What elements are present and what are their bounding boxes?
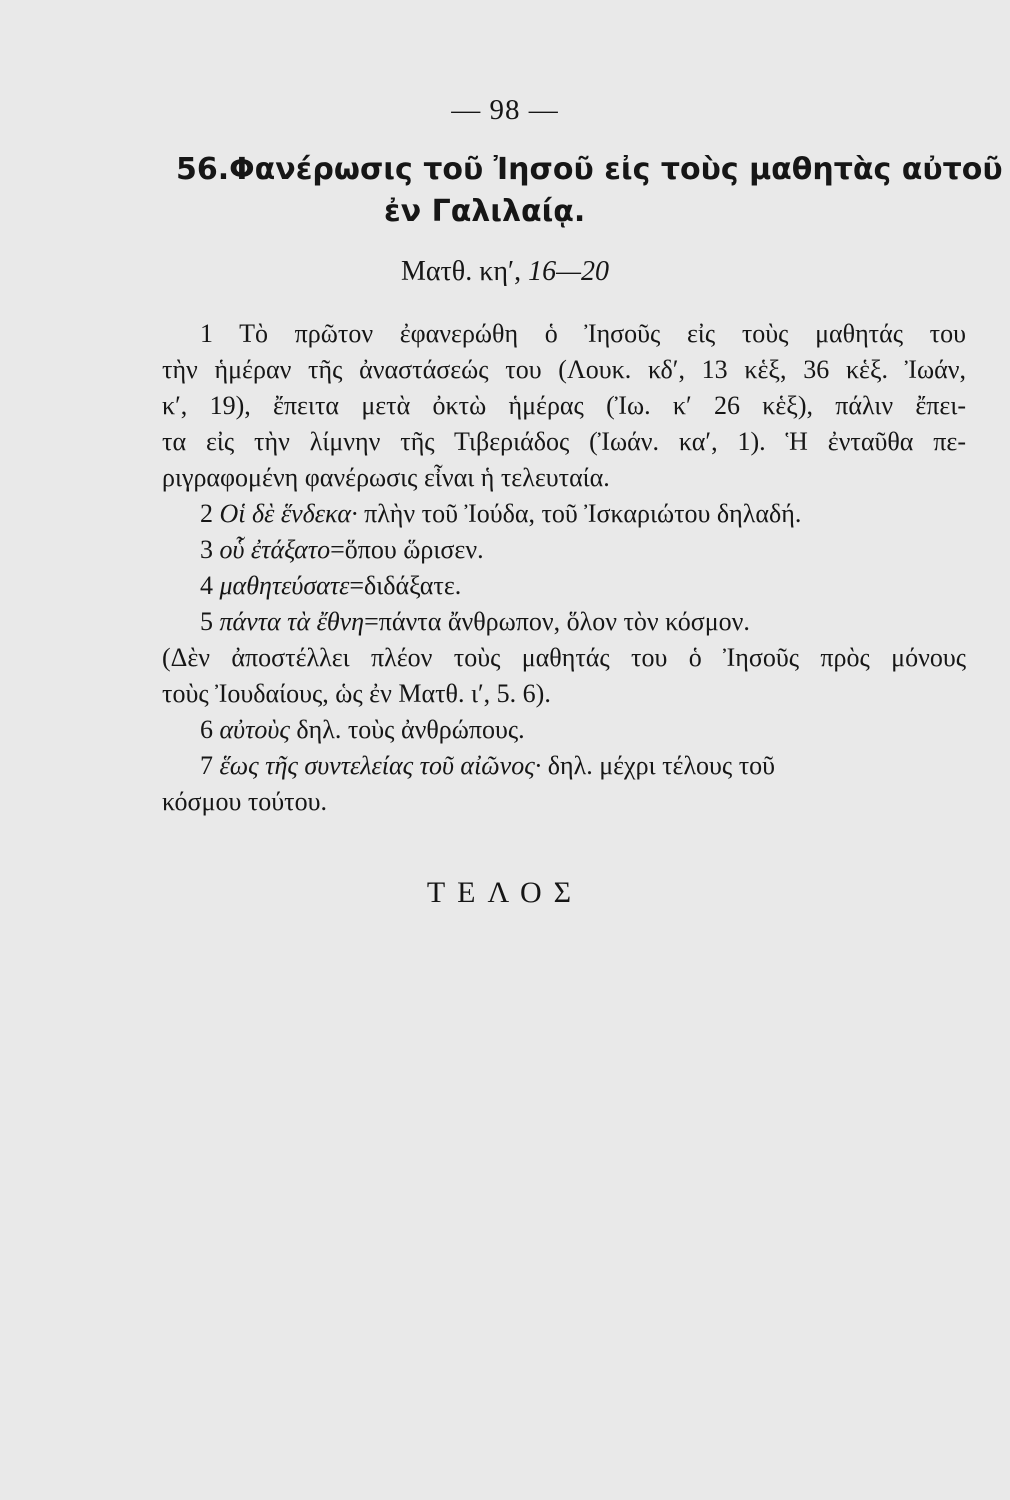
note-5-line-2: (Δὲν ἀποστέλλει πλέον τοὺς μαθητάς του ὁ Ἰησοῦς πρὸς μόνους	[162, 643, 966, 672]
note-7-term: ἕως τῆς συντελείας τοῦ αἰῶνος·	[219, 751, 542, 780]
note-1-line-5: ριγραφομένη φανέρωσις εἶναι ἡ τελευταία.	[162, 463, 610, 492]
note-4-text: =διδάξατε.	[349, 571, 462, 600]
note-6-number: 6	[200, 715, 220, 744]
note-2-text: πλὴν τοῦ Ἰούδα, τοῦ Ἰσκαριώτου δηλαδή.	[357, 499, 802, 528]
note-7-number: 7	[200, 751, 220, 780]
reference-verses: 16—20	[528, 256, 609, 287]
note-2-number: 2	[200, 499, 220, 528]
note-1-line-3: κ′, 19), ἔπειτα μετὰ ὀκτὼ ἡμέρας (Ἰω. κ′ 26 κἑξ), πάλιν ἔπει-	[162, 391, 966, 420]
note-3-number: 3	[200, 535, 220, 564]
chapter-heading: 56.Φανέρωσις τοῦ Ἰησοῦ εἰς τοὺς μαθητὰς αὐτοῦ	[176, 152, 1003, 187]
note-5	[200, 604, 966, 640]
note-6	[200, 712, 966, 748]
page-number: — 98 —	[451, 94, 559, 126]
note-4-number: 4	[200, 571, 220, 600]
note-4-term: μαθητεύσατε	[219, 571, 350, 600]
note-3	[200, 532, 966, 568]
note-5-text: =πάντα ἄνθρωπον, ὅλον τὸν κόσμον.	[364, 607, 750, 636]
note-3-text: =ὅπου ὥρισεν.	[330, 535, 484, 564]
note-3-term: οὗ ἐτάξατο	[219, 535, 331, 564]
note-7-text: δηλ. μέχρι τέλους τοῦ	[541, 751, 776, 780]
note-7	[200, 748, 966, 784]
note-1-line-1: 1 Τὸ πρῶτον ἐφανερώθη ὁ Ἰησοῦς εἰς τοὺς μαθητάς του	[200, 319, 966, 348]
note-1-line-2: τὴν ἡμέραν τῆς ἀναστάσεώς του (Λουκ. κδ′, 13 κἑξ, 36 κἑξ. Ἰωάν,	[162, 355, 966, 384]
note-5-line-3: τοὺς Ἰουδαίους, ὡς ἐν Ματθ. ι′, 5. 6).	[162, 679, 551, 708]
note-4	[200, 568, 966, 604]
note-2	[200, 496, 966, 532]
note-5-number: 5	[200, 607, 220, 636]
note-6-text: δηλ. τοὺς ἀνθρώπους.	[289, 715, 525, 744]
note-5-term: πάντα τὰ ἔθνη	[219, 607, 365, 636]
end-mark: ΤΕΛΟΣ	[426, 876, 584, 909]
note-6-term: αὐτοὺς	[219, 715, 290, 744]
scripture-reference	[0, 256, 1010, 288]
note-2-term: Οἱ δὲ ἕνδεκα·	[219, 499, 358, 528]
note-7-line-2: κόσμου τούτου.	[162, 787, 328, 816]
reference-book: Ματθ. κη′,	[400, 256, 529, 287]
note-1-line-4: τα εἰς τὴν λίμνην τῆς Τιβεριάδος (Ἰωάν. κα′, 1). Ἡ ἐνταῦθα πε-	[162, 427, 966, 456]
chapter-heading-cont: ἐν Γαλιλαίᾳ.	[384, 194, 586, 229]
